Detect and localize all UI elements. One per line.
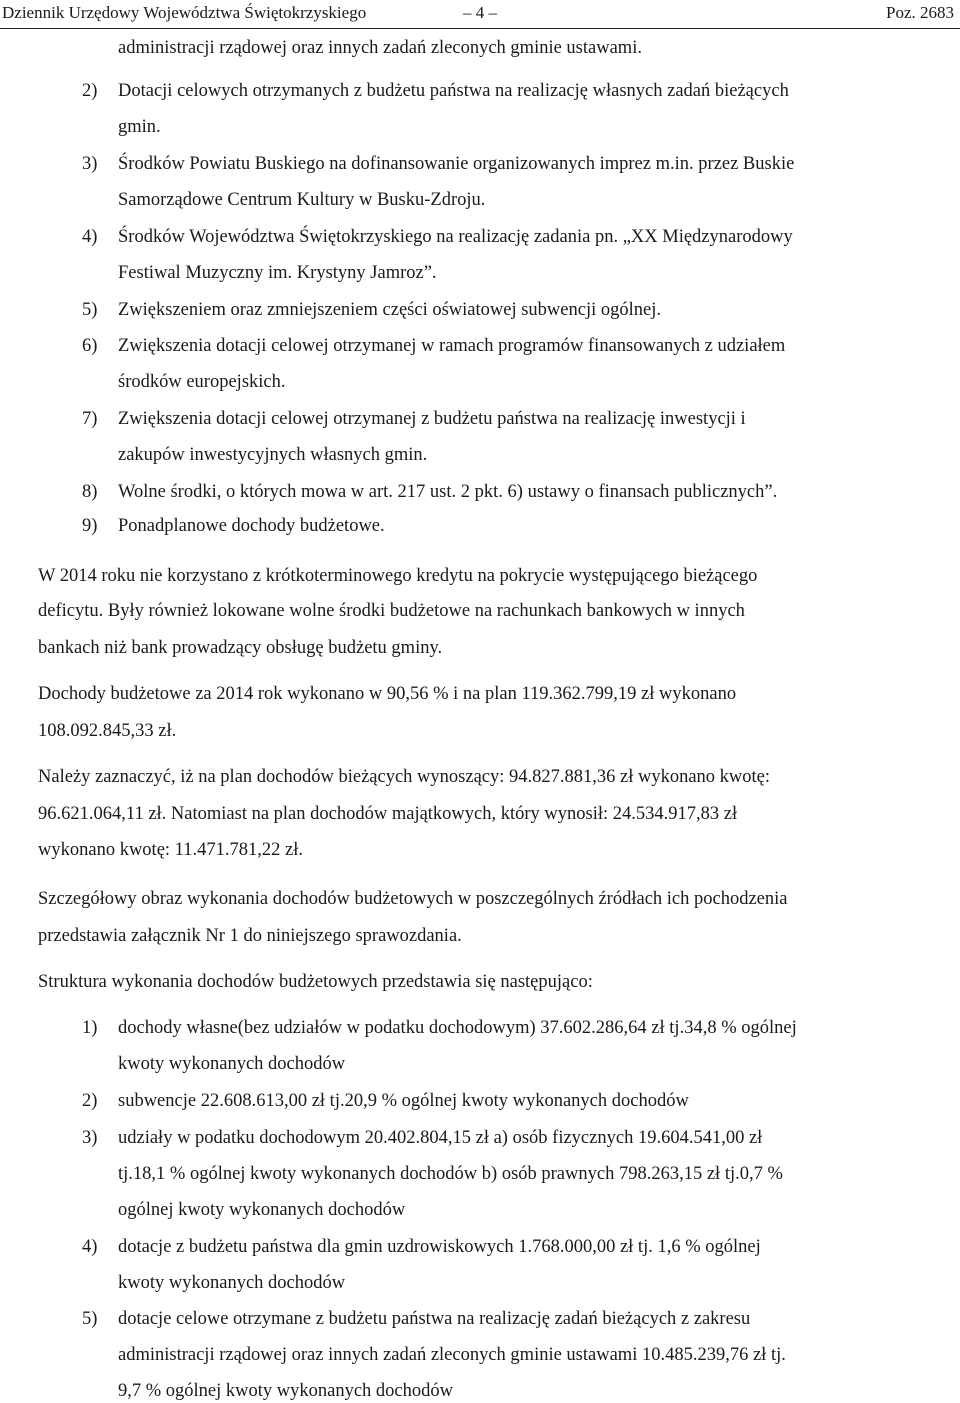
paragraph-line: Należy zaznaczyć, iż na plan dochodów bieżących wynoszący: 94.827.881,36 zł wykonano kwotę: [38,767,771,787]
list-item-line: ogólnej kwoty wykonanych dochodów [118,1200,406,1220]
paragraph-line: wykonano kwotę: 11.471.781,22 zł. [38,840,303,860]
list-item-line: Zwiększeniem oraz zmniejszeniem części oświatowej subwencji ogólnej. [118,300,661,320]
list-item-line: dotacje z budżetu państwa dla gmin uzdrowiskowych 1.768.000,00 zł tj. 1,6 % ogólnej [118,1237,761,1257]
list-item-line: Środków Województwa Świętokrzyskiego na realizację zadania pn. „XX Międzynarodowy [118,227,793,247]
list-item-number: 7) [82,409,98,429]
list-item-number: 2) [82,1091,98,1111]
list-item-line: subwencje 22.608.613,00 zł tj.20,9 % ogólnej kwoty wykonanych dochodów [118,1091,689,1111]
list-item-line: Wolne środki, o których mowa w art. 217 ust. 2 pkt. 6) ustawy o finansach publicznych”. [118,482,778,502]
list-item-line: Festiwal Muzyczny im. Krystyny Jamroz”. [118,263,437,283]
paragraph-line: 108.092.845,33 zł. [38,721,177,741]
list-item-number: 4) [82,1237,98,1257]
publication-title: Dziennik Urzędowy Województwa Świętokrzyskiego [2,3,367,22]
list-item-number: 3) [82,1128,98,1148]
list-item-line: środków europejskich. [118,372,286,392]
list-item-line: tj.18,1 % ogólnej kwoty wykonanych dochodów b) osób prawnych 798.263,15 zł tj.0,7 % [118,1164,783,1184]
list-item-line: zakupów inwestycyjnych własnych gmin. [118,445,428,465]
list-item-line: dotacje celowe otrzymane z budżetu państwa na realizację zadań bieżących z zakresu [118,1309,751,1329]
paragraph-line: Dochody budżetowe za 2014 rok wykonano w 90,56 % i na plan 119.362.799,19 zł wykonano [38,684,737,704]
paragraph-line: przedstawia załącznik Nr 1 do niniejszego sprawozdania. [38,926,462,946]
list-item-line: Ponadplanowe dochody budżetowe. [118,516,385,536]
page-header [0,0,960,29]
list-item-number: 4) [82,227,98,247]
list-item-line: kwoty wykonanych dochodów [118,1273,346,1293]
list-item-number: 9) [82,516,98,536]
page-number: – 4 – [463,3,497,22]
list-item-number: 1) [82,1018,98,1038]
paragraph-line: bankach niż bank prowadzący obsługę budżetu gminy. [38,638,443,658]
list-item-line: kwoty wykonanych dochodów [118,1054,346,1074]
paragraph-line: Szczegółowy obraz wykonania dochodów budżetowych w poszczególnych źródłach ich pochodzenia [38,889,788,909]
list-item-number: 6) [82,336,98,356]
list-item-number: 8) [82,482,98,502]
list-item-line: administracji rządowej oraz innych zadań zleconych gminie ustawami 10.485.239,76 zł tj. [118,1345,786,1365]
list-item-line: gmin. [118,117,161,137]
paragraph-line: 96.621.064,11 zł. Natomiast na plan dochodów majątkowych, który wynosił: 24.534.917,83 zł [38,804,738,824]
paragraph-line: W 2014 roku nie korzystano z krótkoterminowego kredytu na pokrycie występującego bieżącego [38,566,758,586]
list-item-line: udziały w podatku dochodowym 20.402.804,15 zł a) osób fizycznych 19.604.541,00 zł [118,1128,763,1148]
list-item-line: Zwiększenia dotacji celowej otrzymanej w ramach programów finansowanych z udziałem [118,336,786,356]
list-item-line: Samorządowe Centrum Kultury w Busku-Zdroju. [118,190,486,210]
list-item-line: Dotacji celowych otrzymanych z budżetu państwa na realizację własnych zadań bieżących [118,81,789,101]
list-item-line: dochody własne(bez udziałów w podatku dochodowym) 37.602.286,64 zł tj.34,8 % ogólnej [118,1018,797,1038]
list-continuation-line: administracji rządowej oraz innych zadań zleconych gminie ustawami. [118,38,642,58]
paragraph-line: Struktura wykonania dochodów budżetowych przedstawia się następująco: [38,972,593,992]
list-item-number: 5) [82,1309,98,1329]
list-item-line: Zwiększenia dotacji celowej otrzymanej z budżetu państwa na realizację inwestycji i [118,409,746,429]
list-item-line: Środków Powiatu Buskiego na dofinansowanie organizowanych imprez m.in. przez Buskie [118,154,795,174]
paragraph-line: deficytu. Były również lokowane wolne środki budżetowe na rachunkach bankowych w innych [38,601,745,621]
position-number: Poz. 2683 [886,3,954,22]
list-item-number: 5) [82,300,98,320]
list-item-number: 2) [82,81,98,101]
list-item-line: 9,7 % ogólnej kwoty wykonanych dochodów [118,1381,454,1401]
list-item-number: 3) [82,154,98,174]
